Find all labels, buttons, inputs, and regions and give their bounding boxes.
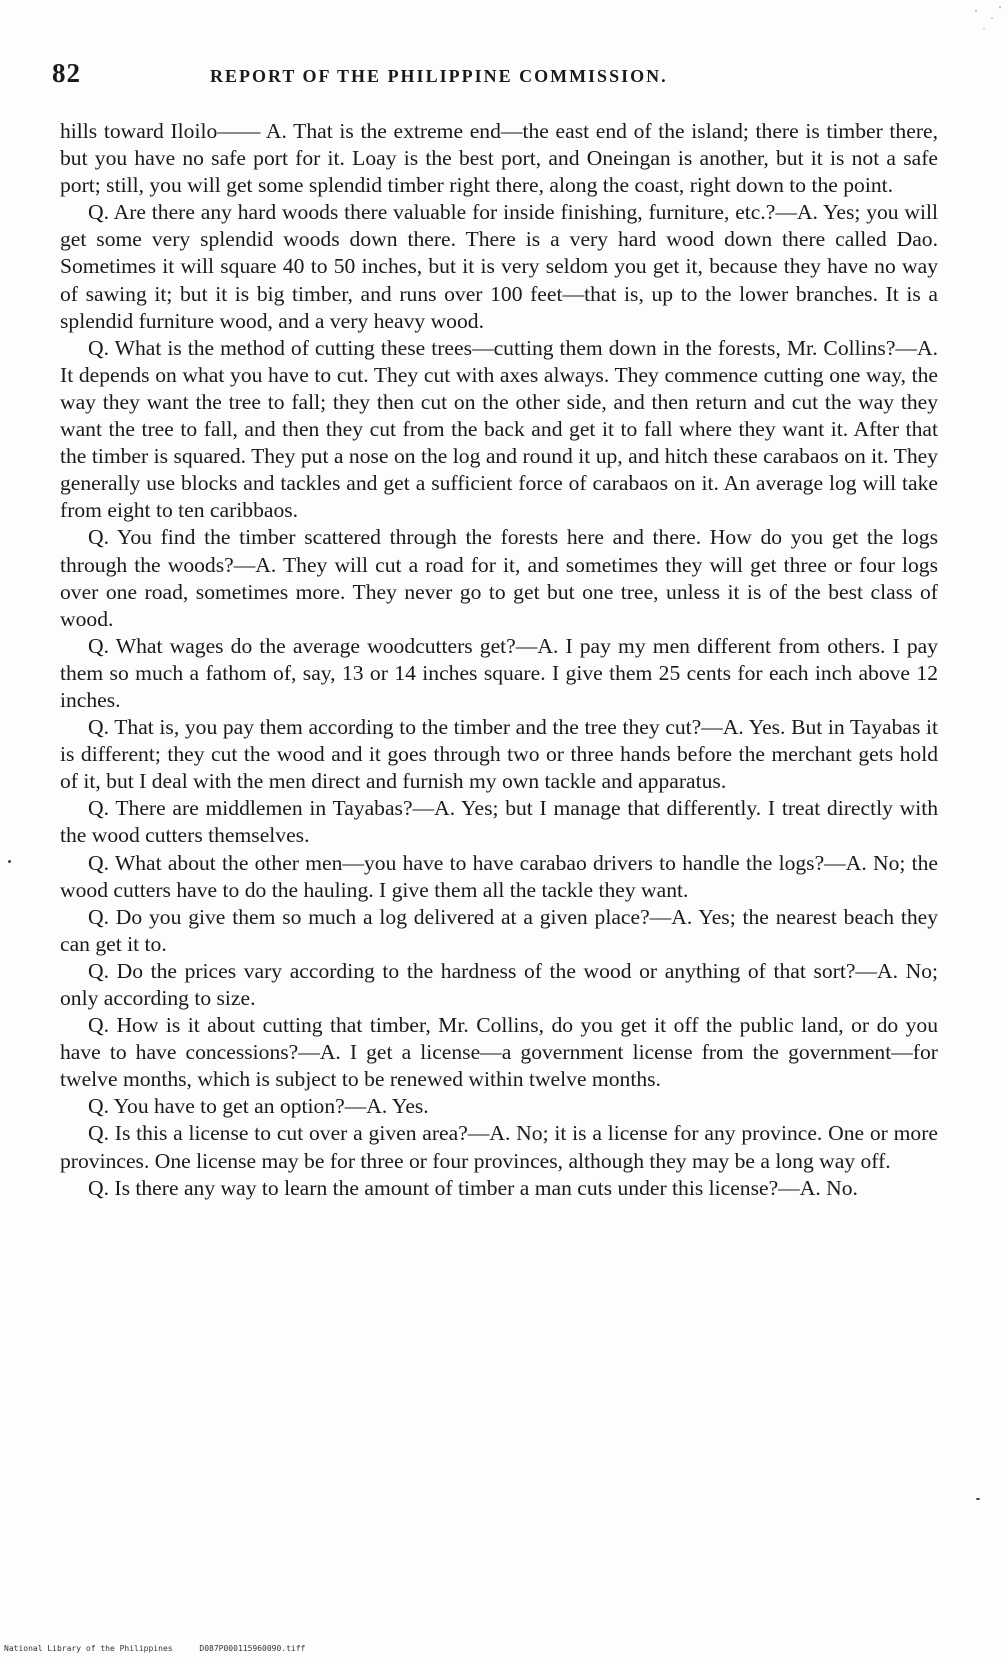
paragraph: Q. Is this a license to cut over a given area?—A. No; it is a license for any province. One or more provinces. One license may be for three or four provinces, although they may be a long way off. (60, 1121, 938, 1173)
paragraph: hills toward Iloilo—— A. That is the extreme end—the east end of the island; there is timber there, but you have no safe port for it. Loay is the best port, and Oneingan is another, but it is not a safe port; still, you will get some splendid timber right there, along the coast, right down to the point. (60, 119, 938, 198)
paragraph: Q. How is it about cutting that timber, Mr. Collins, do you get it off the public land, or do you have to have concessions?—A. I get a license—a government license from the government—for twelve months, which is subject to be renewed within twelve months. (60, 1013, 938, 1092)
footer-file: D087P000115960090.tiff (199, 1644, 306, 1653)
scan-speck (8, 860, 11, 863)
footer-library: National Library of the Philippines (4, 1644, 173, 1653)
paragraph: Q. What about the other men—you have to have carabao drivers to handle the logs?—A. No; the wood cutters have to do the hauling. I give them all the tackle they want. (60, 850, 938, 902)
paragraph: Q. You find the timber scattered through the forests here and there. How do you get the logs through the woods?—A. They will cut a road for it, and sometimes they will get three or four logs over one road, sometimes more. They never go to get but one tree, unless it is of the best class of wood. (60, 525, 938, 631)
page-header (52, 58, 772, 98)
paragraph: Q. You have to get an option?—A. Yes. (88, 1094, 429, 1119)
paragraph: Q. What wages do the average woodcutters get?—A. I pay my men different from others. I pay them so much a fathom of, say, 13 or 14 inches square. I give them 25 cents for each inch above 12 inches. (60, 633, 938, 712)
paragraph: Q. What is the method of cutting these trees—cutting them down in the forests, Mr. Collins?—A. It depends on what you have to cut. They cut with axes always. They commence cutting one way, the way they want the tree to fall; they then cut on the other side, and then return and cut the way they want the tree to fall, and then they cut from the back and get it to fall where they want it. After that the timber is squared. They put a nose on the log and round it up, and hitch these carabaos on it. They generally use blocks and tackles and get a sufficient force of carabaos on it. An average log will take from eight to ten caribbaos. (60, 335, 938, 523)
paragraph: Q. Do the prices vary according to the hardness of the wood or anything of that sort?—A. No; only according to size. (60, 958, 938, 1010)
scan-speck (976, 1498, 980, 1500)
paragraph: Q. Is there any way to learn the amount of timber a man cuts under this license?—A. No. (88, 1175, 858, 1200)
paragraph: Q. Do you give them so much a log delivered at a given place?—A. Yes; the nearest beach they can get it to. (60, 904, 938, 956)
scan-noise (968, 0, 1008, 36)
scan-footer (4, 1644, 327, 1653)
paragraph: Q. That is, you pay them according to the timber and the tree they cut?—A. Yes. But in Tayabas it is different; they cut the wood and it goes through two or three hands before the merchant gets hold of it, but I deal with the men direct and furnish my own tackle and apparatus. (60, 715, 938, 794)
body-text (60, 118, 938, 1202)
page-number: 82 (52, 58, 81, 88)
running-head: REPORT OF THE PHILIPPINE COMMISSION. (210, 66, 668, 86)
paragraph: Q. Are there any hard woods there valuable for inside finishing, furniture, etc.?—A. Yes; you will get some very splendid woods down there. There is a very hard wood down there called Dao. Sometimes it will square 40 to 50 inches, but it is very seldom you get it, because they have no way of sawing it; but it is big timber, and runs over 100 feet—that is, up to the lower branches. It is a splendid furniture wood, and a very heavy wood. (60, 200, 938, 333)
paragraph: Q. There are middlemen in Tayabas?—A. Yes; but I manage that differently. I treat directly with the wood cutters themselves. (60, 796, 938, 848)
